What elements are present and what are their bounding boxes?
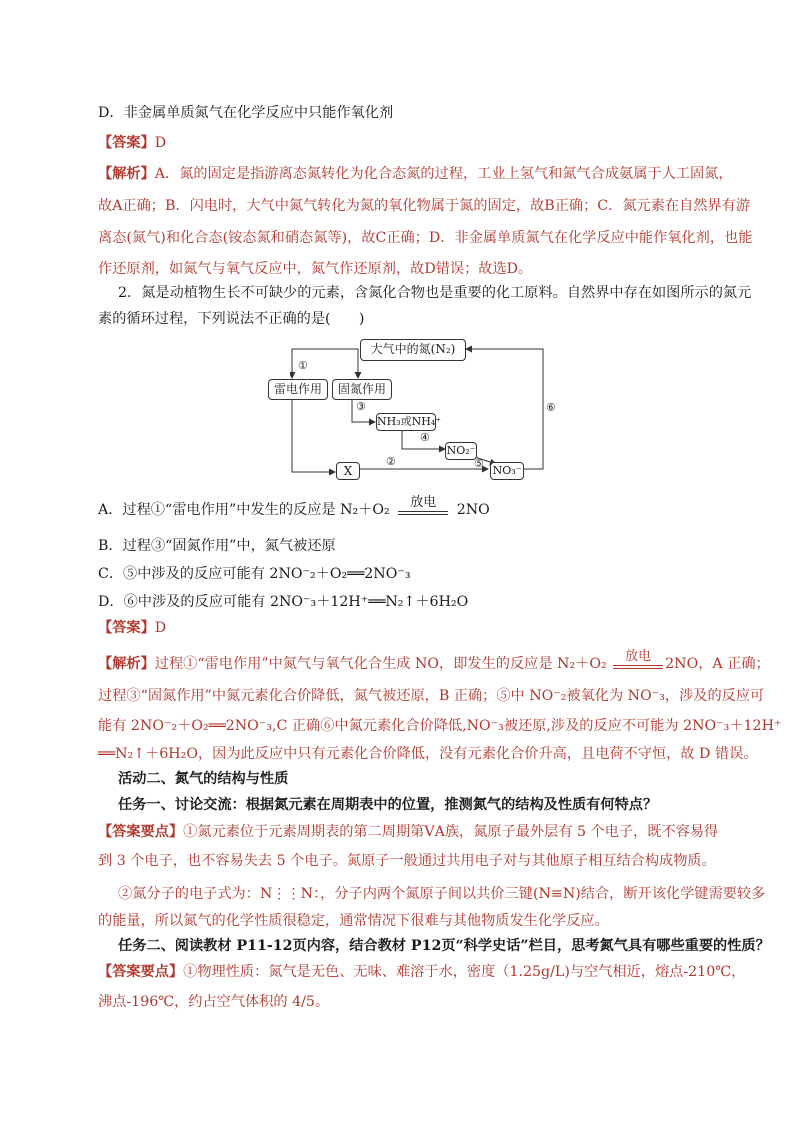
analysis-2-line-1 xyxy=(98,649,770,677)
key-points-label: 【答案要点】 xyxy=(98,824,184,840)
analysis-label: 【解析】 xyxy=(98,656,155,672)
step-2-label: ② xyxy=(386,455,396,468)
reaction-condition: 放电 xyxy=(625,649,652,664)
key-points-text: ①氮元素位于元素周期表的第二周期第ⅤA族，氮原子最外层有 5 个电子，既不容易得 xyxy=(183,824,719,840)
analysis-1-line-3: 离态(氮气)和化合态(铵态氮和硝态氮等)，故C正确；D．非金属单质氮气在化学反应中能作氧化剂，也能 xyxy=(98,230,753,246)
option-a-text: A．过程①“雷电作用”中发生的反应是 N₂＋O₂ xyxy=(98,502,390,518)
reaction-condition: 放电 xyxy=(410,495,437,510)
nitrite-box: NO₂⁻ xyxy=(445,442,477,460)
nitrate-box: NO₃⁻ xyxy=(490,462,524,480)
atmospheric-nitrogen-box: 大气中的氮(N₂) xyxy=(360,339,466,361)
analysis-2-line-3: 能有 2NO⁻₂＋O₂══2NO⁻₃,C 正确⑥中氮元素化合价降低,NO⁻₃被还原,涉及的反应不可能为 2NO⁻₃＋12H⁺ xyxy=(98,718,782,734)
reaction-arrow xyxy=(398,496,448,515)
step-3-label: ③ xyxy=(356,400,366,413)
lightning-box: 雷电作用 xyxy=(268,379,328,400)
step-1-label: ① xyxy=(298,359,308,372)
ammonia-box: NH₃或NH₄⁺ xyxy=(376,413,436,431)
key-points-1-line-3: ②氮分子的电子式为：N⋮⋮N：，分子内两个氮原子间以共价三键(N≡N)结合，断开该化学键需要较多 xyxy=(118,886,766,902)
answer-value: D xyxy=(154,620,167,636)
key-points-1-line-4: 的能量，所以氮气的化学性质很稳定，通常情况下很难与其他物质发生化学反应。 xyxy=(98,913,609,929)
step-4-label: ④ xyxy=(420,431,430,444)
answer-label: 【答案】 xyxy=(98,620,155,636)
key-points-text: ①物理性质：氮气是无色、无味、难溶于水，密度（1.25g/L)与空气相近，熔点-210℃， xyxy=(183,964,746,980)
option-b: B．过程③“固氮作用”中，氮气被还原 xyxy=(98,538,336,554)
key-points-1-line-1 xyxy=(98,822,718,842)
answer-2 xyxy=(98,618,166,638)
question-2-line-2: 素的循环过程，下列说法不正确的是( ) xyxy=(98,311,365,327)
option-a xyxy=(98,495,490,523)
analysis-text: 过程①“雷电作用”中氮气与氧气化合生成 NO，即发生的反应是 N₂＋O₂ xyxy=(154,656,607,672)
analysis-text: A．氮的固定是指游离态氮转化为化合态氮的过程，工业上氢气和氮气合成氨属于人工固氮， xyxy=(154,166,733,182)
answer-1 xyxy=(98,133,166,153)
reaction-arrow xyxy=(613,650,663,669)
answer-label: 【答案】 xyxy=(98,135,155,151)
fixation-box: 固氮作用 xyxy=(332,379,392,400)
option-c: C．⑤中涉及的反应可能有 2NO⁻₂＋O₂══2NO⁻₃ xyxy=(98,566,411,582)
question-2-line-1: 2．氮是动植物生长不可缺少的元素，含氮化合物也是重要的化工原料。自然界中存在如图所示的氮元 xyxy=(118,285,752,301)
activity-2-heading: 活动二、氮气的结构与性质 xyxy=(118,771,289,787)
task-1-heading: 任务一、讨论交流：根据氮元素在周期表中的位置，推测氮气的结构及性质有何特点？ xyxy=(118,797,658,813)
option-d: D．⑥中涉及的反应可能有 2NO⁻₃＋12H⁺══N₂↑＋6H₂O xyxy=(98,594,469,610)
option-a-product: 2NO xyxy=(456,502,490,518)
key-points-2-line-2: 沸点-196℃，约占空气体积的 4/5。 xyxy=(98,994,330,1010)
analysis-label: 【解析】 xyxy=(98,166,155,182)
option-d-previous: D．非金属单质氮气在化学反应中只能作氧化剂 xyxy=(98,105,394,121)
answer-value: D xyxy=(154,135,167,151)
analysis-1-line-4: 作还原剂，如氮气与氧气反应中，氮气作还原剂，故D错误；故选D。 xyxy=(98,261,533,277)
key-points-label: 【答案要点】 xyxy=(98,964,184,980)
analysis-1-line-1 xyxy=(98,164,733,184)
step-5-label: ⑤ xyxy=(474,457,484,470)
analysis-text-end: 2NO，A 正确； xyxy=(665,656,770,672)
x-box: X xyxy=(336,462,360,480)
analysis-1-line-2: 故A正确；B．闪电时，大气中氮气转化为氮的氧化物属于氮的固定，故B正确；C．氮元素在自然界有游 xyxy=(98,198,751,214)
task-2-heading: 任务二、阅读教材 P11-12页内容，结合教材 P12页“科学史话”栏目，思考氮气具有哪些重要的性质？ xyxy=(118,938,770,954)
key-points-1-line-2: 到 3 个电子，也不容易失去 5 个电子。氮原子一般通过共用电子对与其他原子相互结合构成物质。 xyxy=(98,853,716,869)
analysis-2-line-2: 过程③“固氮作用”中氮元素化合价降低，氮气被还原，B 正确；⑤中 NO⁻₂被氧化为 NO⁻₃，涉及的反应可 xyxy=(98,688,765,704)
analysis-2-line-4: ══N₂↑＋6H₂O，因为此反应中只有元素化合价降低，没有元素化合价升高，且电荷不守恒，故 D 错误。 xyxy=(98,746,758,762)
nitrogen-cycle-diagram xyxy=(273,338,556,488)
key-points-2-line-1 xyxy=(98,962,745,982)
step-6-label: ⑥ xyxy=(546,401,556,414)
